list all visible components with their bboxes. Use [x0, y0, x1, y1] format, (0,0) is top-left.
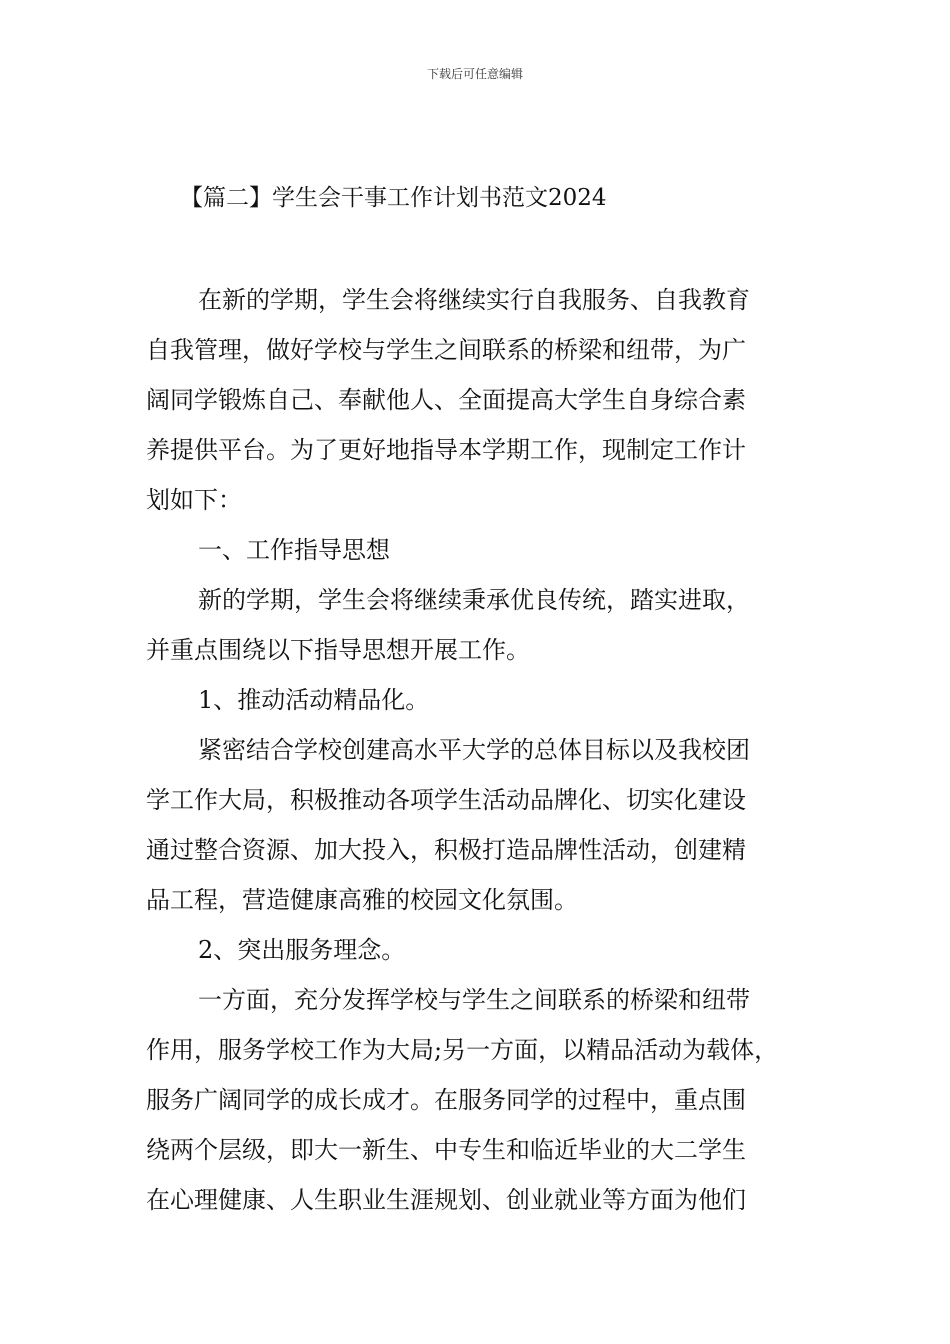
paragraph-line: 新的学期，学生会将继续秉承优良传统，踏实进取，: [198, 586, 750, 614]
paragraph-line: 在新的学期，学生会将继续实行自我服务、自我教育: [198, 286, 750, 314]
page-header-note: 下载后可任意编辑: [426, 67, 523, 81]
document-title: 【篇二】学生会干事工作计划书范文2024: [180, 185, 607, 211]
paragraph-line: 划如下：: [146, 486, 242, 514]
paragraph-line: 并重点围绕以下指导思想开展工作。: [146, 636, 530, 664]
paragraph-line: 阔同学锻炼自己、奉献他人、全面提高大学生自身综合素: [146, 386, 746, 414]
paragraph-line: 一、工作指导思想: [198, 536, 390, 564]
paragraph-line: 学工作大局，积极推动各项学生活动品牌化、切实化建设: [146, 786, 746, 814]
paragraph-line: 一方面，充分发挥学校与学生之间联系的桥梁和纽带: [198, 986, 750, 1014]
paragraph-line: 作用，服务学校工作为大局;另一方面，以精品活动为载体，: [146, 1036, 779, 1064]
paragraph-line: 通过整合资源、加大投入，积极打造品牌性活动，创建精: [146, 836, 746, 864]
document-body: [146, 278, 826, 1228]
paragraph-line: 养提供平台。为了更好地指导本学期工作，现制定工作计: [146, 436, 746, 464]
paragraph-line: 品工程，营造健康高雅的校园文化氛围。: [146, 886, 578, 914]
paragraph-line: 自我管理，做好学校与学生之间联系的桥梁和纽带，为广: [146, 336, 746, 364]
paragraph-line: 1、推动活动精品化。: [198, 686, 430, 714]
paragraph-line: 在心理健康、人生职业生涯规划、创业就业等方面为他们: [146, 1186, 746, 1214]
paragraph-line: 绕两个层级，即大一新生、中专生和临近毕业的大二学生: [146, 1136, 746, 1164]
paragraph-line: 2、突出服务理念。: [198, 936, 406, 964]
paragraph-line: 服务广阔同学的成长成才。在服务同学的过程中，重点围: [146, 1086, 746, 1114]
paragraph-line: 紧密结合学校创建高水平大学的总体目标以及我校团: [198, 736, 750, 764]
